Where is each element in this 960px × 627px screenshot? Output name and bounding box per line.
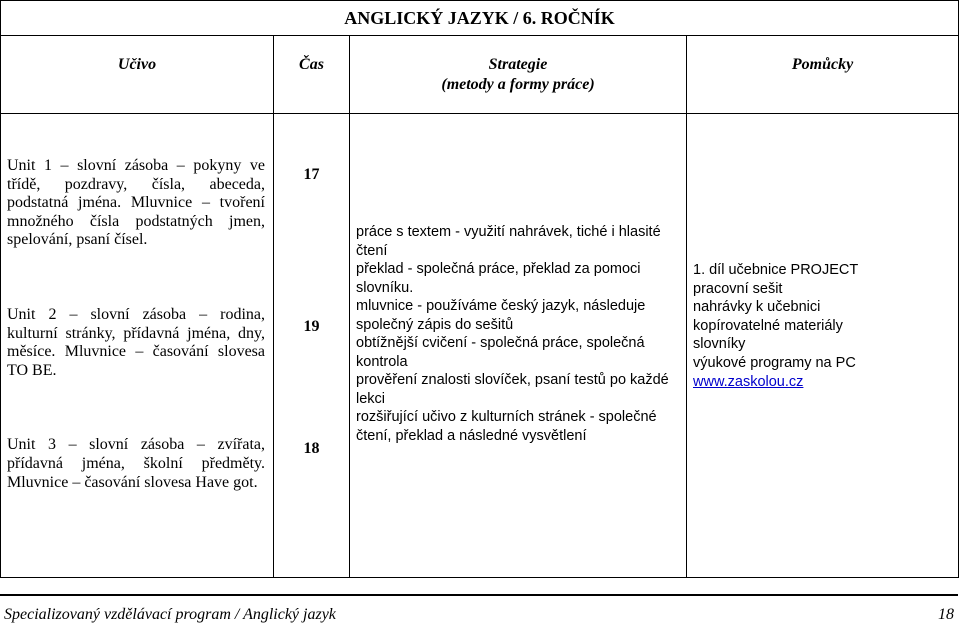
unit-1-hours: 17 xyxy=(303,166,320,183)
strategy-item: mluvnice - používáme český jazyk, následuje společný zápis do sešitů xyxy=(356,298,646,333)
strategy-item: práce s textem - využití nahrávek, tiché i hlasité čtení xyxy=(356,224,661,259)
cas-cell xyxy=(274,114,350,578)
aid-item: nahrávky k učebnici xyxy=(693,299,821,316)
unit-3-text: Unit 3 – slovní zásoba – zvířata, přídavná jména, školní předměty. Mluvnice – časování slovesa Have got. xyxy=(7,436,265,491)
header-strategie-line1: Strategie xyxy=(488,56,548,73)
strategy-item: rozšiřující učivo z kulturních stránek - společné čtení, překlad a následné vysvětlení xyxy=(356,409,657,444)
strategy-item: obtížnější cvičení - společná práce, společná kontrola xyxy=(356,335,645,370)
aid-item: kopírovatelné materiály xyxy=(693,317,843,334)
unit-2-text: Unit 2 – slovní zásoba – rodina, kulturní stránky, přídavná jména, dny, měsíce. Mluvnice – časování slovesa TO BE. xyxy=(7,305,265,379)
zaskolou-link[interactable]: www.zaskolou.cz xyxy=(693,373,804,390)
aid-item: slovníky xyxy=(693,336,746,353)
aid-item: výukové programy na PC xyxy=(693,354,856,371)
strategy-item: překlad - společná práce, překlad za pomoci slovníku. xyxy=(356,261,641,296)
strategie-cell xyxy=(350,114,687,578)
strategy-item: prověření znalosti slovíček, psaní testů po každé lekci xyxy=(356,372,669,407)
footer-document-title: Specializovaný vzdělávací program / Anglický jazyk xyxy=(4,606,336,623)
aid-item: pracovní sešit xyxy=(693,280,783,297)
page-number: 18 xyxy=(938,606,954,623)
table-title: ANGLICKÝ JAZYK / 6. ROČNÍK xyxy=(1,1,959,36)
pomucky-cell xyxy=(687,114,959,578)
header-strategie-line2: (metody a formy práce) xyxy=(441,76,595,93)
aid-item: 1. díl učebnice PROJECT xyxy=(693,262,859,278)
unit-3-hours: 18 xyxy=(303,440,320,458)
ucivo-cell xyxy=(1,114,274,578)
header-ucivo: Učivo xyxy=(1,36,274,114)
header-cas: Čas xyxy=(274,36,350,114)
unit-1-text: Unit 1 – slovní zásoba – pokyny ve třídě, pozdravy, čísla, abeceda, podstatná jména. Mluvnice – tvoření množného čísla podstatných jmen, spelování, psaní čísel. xyxy=(7,157,265,249)
unit-2-hours: 19 xyxy=(303,317,320,335)
header-strategie xyxy=(350,36,687,114)
header-pomucky: Pomůcky xyxy=(687,36,959,114)
footer-divider xyxy=(0,594,958,596)
